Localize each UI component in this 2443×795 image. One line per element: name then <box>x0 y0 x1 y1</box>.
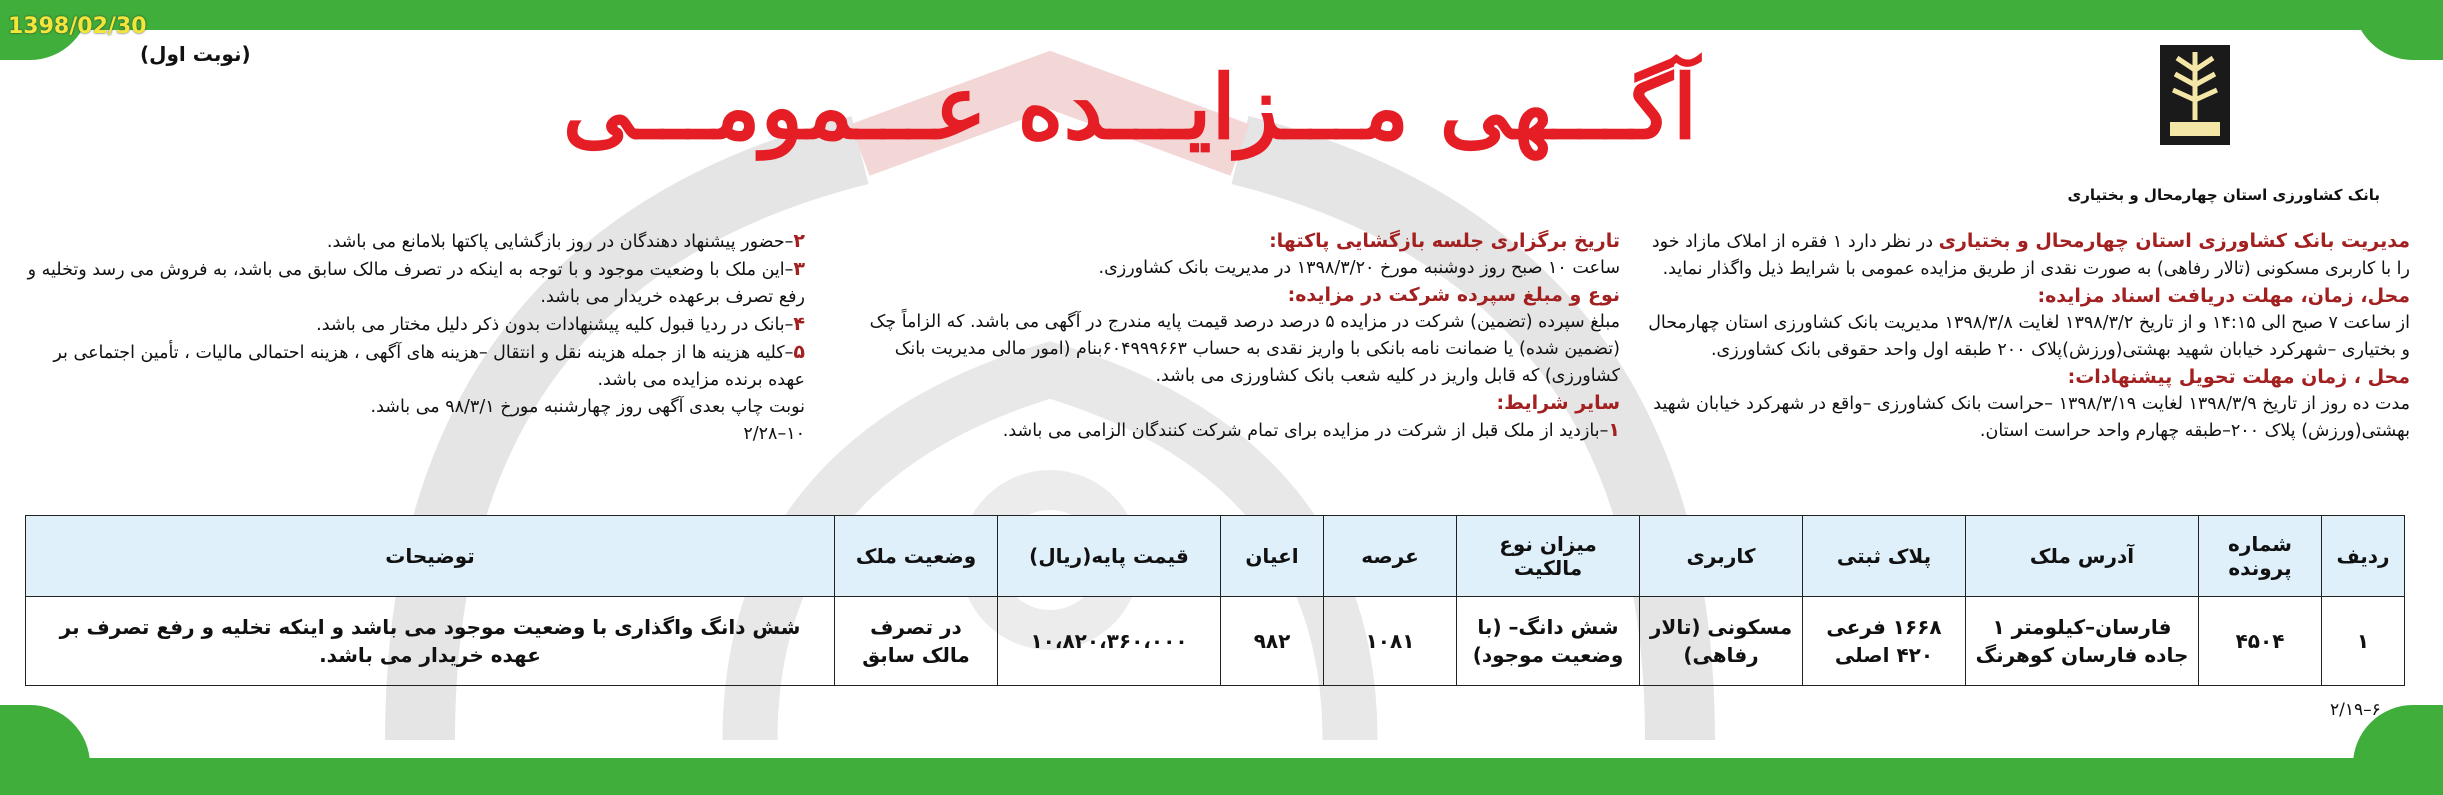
cell-base-price: ۱۰،۸۲۰،۳۶۰،۰۰۰ <box>998 597 1221 686</box>
term-number: ۲ <box>793 230 805 252</box>
cell-registration-plate: ۱۶۶۸ فرعی ۴۲۰ اصلی <box>1803 597 1966 686</box>
cell-usage: مسکونی (تالار رفاهی) <box>1640 597 1803 686</box>
term-number: ۵ <box>793 341 805 363</box>
term-text: –بازدید از ملک قبل از شرکت در مزایده برای تمام شرکت کنندگان الزامی می باشد. <box>1002 421 1609 441</box>
col-description: توضیحات <box>26 516 835 597</box>
cell-ownership: شش دانگ– (با وضعیت موجود) <box>1457 597 1640 686</box>
col-usage: کاربری <box>1640 516 1803 597</box>
col-registration-plate: پلاک ثبتی <box>1803 516 1966 597</box>
bottom-left-corner <box>0 705 90 765</box>
opening-text: ساعت ۱۰ صبح روز دوشنبه مورخ ۱۳۹۸/۳/۲۰ در مدیریت بانک کشاورزی. <box>1098 258 1620 278</box>
col-base-price: قیمت پایه(ریال) <box>998 516 1221 597</box>
intro-bold: مدیریت بانک کشاورزی استان چهارمحال و بختیاری <box>1938 230 2410 252</box>
deposit-text: مبلغ سپرده (تضمین) شرکت در مزایده ۵ درصد درصد قیمت پایه مندرج در آگهی می باشد. که الزاماً چک (تضمین شده) یا ضمانت نامه بانکی با واریز نقدی به حساب ۶۰۴۹۹۹۶۶۳بنام (امور مالی مدیریت بانک کشاورزی) که قابل واریز در کلیه شعب بانک کشاورزی می باشد. <box>869 312 1620 386</box>
table-header-row <box>26 516 2405 597</box>
round-label: (نوبت اول) <box>140 42 251 66</box>
documents-heading: محل، زمان، مهلت دریافت اسناد مزایده: <box>2037 285 2410 307</box>
term-text: –حضور پیشنهاد دهندگان در روز بازگشایی پاکتها بلامانع می باشد. <box>326 232 794 252</box>
col-property-status: وضعیت ملک <box>835 516 998 597</box>
page-title: آگـــهی مـــزایـــده عـــمومـــی <box>562 55 1698 159</box>
table-row <box>26 597 2405 686</box>
cell-file-number: ۴۵۰۴ <box>2199 597 2322 686</box>
col-building-area: اعیان <box>1221 516 1324 597</box>
bottom-green-band <box>0 758 2443 795</box>
property-table <box>25 515 2405 686</box>
cell-row-number: ۱ <box>2322 597 2405 686</box>
terms-column-right <box>1640 228 2410 445</box>
col-address: آدرس ملک <box>1966 516 2199 597</box>
bank-name: بانک کشاورزی استان چهارمحال و بختیاری <box>2067 186 2380 204</box>
term-number: ۴ <box>793 313 805 335</box>
proposals-text: مدت ده روز از تاریخ ۱۳۹۸/۳/۹ لغایت ۱۳۹۸/۳/۱۹ –حراست بانک کشاورزی –واقع در شهرکرد خیابان شهید بهشتی(ورزش) پلاک ۲۰۰–طبقه چهارم واحد حراست استان. <box>1653 394 2410 441</box>
col-ownership: میزان نوع مالکیت <box>1457 516 1640 597</box>
documents-text: از ساعت ۷ صبح الی ۱۴:۱۵ و از تاریخ ۱۳۹۸/۳/۲ لغایت ۱۳۹۸/۳/۸ مدیریت بانک کشاورزی استان چهارمحال و بختیاری –شهرکرد خیابان شهید بهشتی(ورزش)پلاک ۲۰۰ طبقه اول واحد حقوقی بانک کشاورزی. <box>1648 313 2410 360</box>
cell-address: فارسان–کیلومتر ۱ جاده فارسان کوهرنگ <box>1966 597 2199 686</box>
term-text: –بانک در ردیا قبول کلیه پیشنهادات بدون ذکر دلیل مختار می باشد. <box>316 315 794 335</box>
terms-column-left <box>25 228 805 448</box>
next-print-text: نوبت چاپ بعدی آگهی روز چهارشنبه مورخ ۹۸/۳/۱ می باشد. <box>370 397 805 417</box>
col-row-number: ردیف <box>2322 516 2405 597</box>
col-file-number: شماره پرونده <box>2199 516 2322 597</box>
col-land-area: عرصه <box>1324 516 1457 597</box>
term-number: ۳ <box>793 258 805 280</box>
notice-code: ۱۰–۲/۲۸ <box>743 424 805 444</box>
cell-building-area: ۹۸۲ <box>1221 597 1324 686</box>
proposals-heading: محل ، زمان مهلت تحویل پیشنهادات: <box>2067 366 2410 388</box>
date-stamp: 1398/02/30 <box>8 14 147 39</box>
top-green-band <box>0 0 2443 30</box>
term-text: –این ملک با وضعیت موجود و با توجه به اینکه در تصرف مالک سابق می باشد، به فروش می رسد وتخلیه و رفع تصرف برعهده خریدار می باشد. <box>27 260 805 307</box>
term-text: –کلیه هزینه ها از جمله هزینه نقل و انتقال –هزینه های آگهی ، هزینه احتمالی مالیات ، تأمین اجتماعی بر عهده برنده مزایده می باشد. <box>53 343 805 390</box>
wheat-emblem-icon <box>2155 40 2235 155</box>
footer-code: ۶–۲/۱۹ <box>2330 700 2381 720</box>
cell-property-status: در تصرف مالک سابق <box>835 597 998 686</box>
deposit-heading: نوع و مبلغ سپرده شرکت در مزایده: <box>1287 284 1620 306</box>
intro-text: در نظر دارد ۱ فقره از املاک مازاد خود را با کاربری مسکونی (تالار رفاهی) به صورت نقدی از طریق مزایده عمومی با شرایط ذیل واگذار نماید. <box>1651 232 2410 279</box>
opening-heading: تاریخ برگزاری جلسه بازگشایی پاکتها: <box>1269 230 1620 252</box>
cell-land-area: ۱۰۸۱ <box>1324 597 1457 686</box>
terms-column-middle <box>820 228 1620 445</box>
other-terms-heading: سایر شرایط: <box>1496 392 1620 414</box>
cell-description: شش دانگ واگذاری با وضعیت موجود می باشد و اینکه تخلیه و رفع تصرف بر عهده خریدار می باشد. <box>26 597 835 686</box>
term-number: ۱ <box>1608 419 1620 441</box>
top-right-corner <box>2353 0 2443 60</box>
